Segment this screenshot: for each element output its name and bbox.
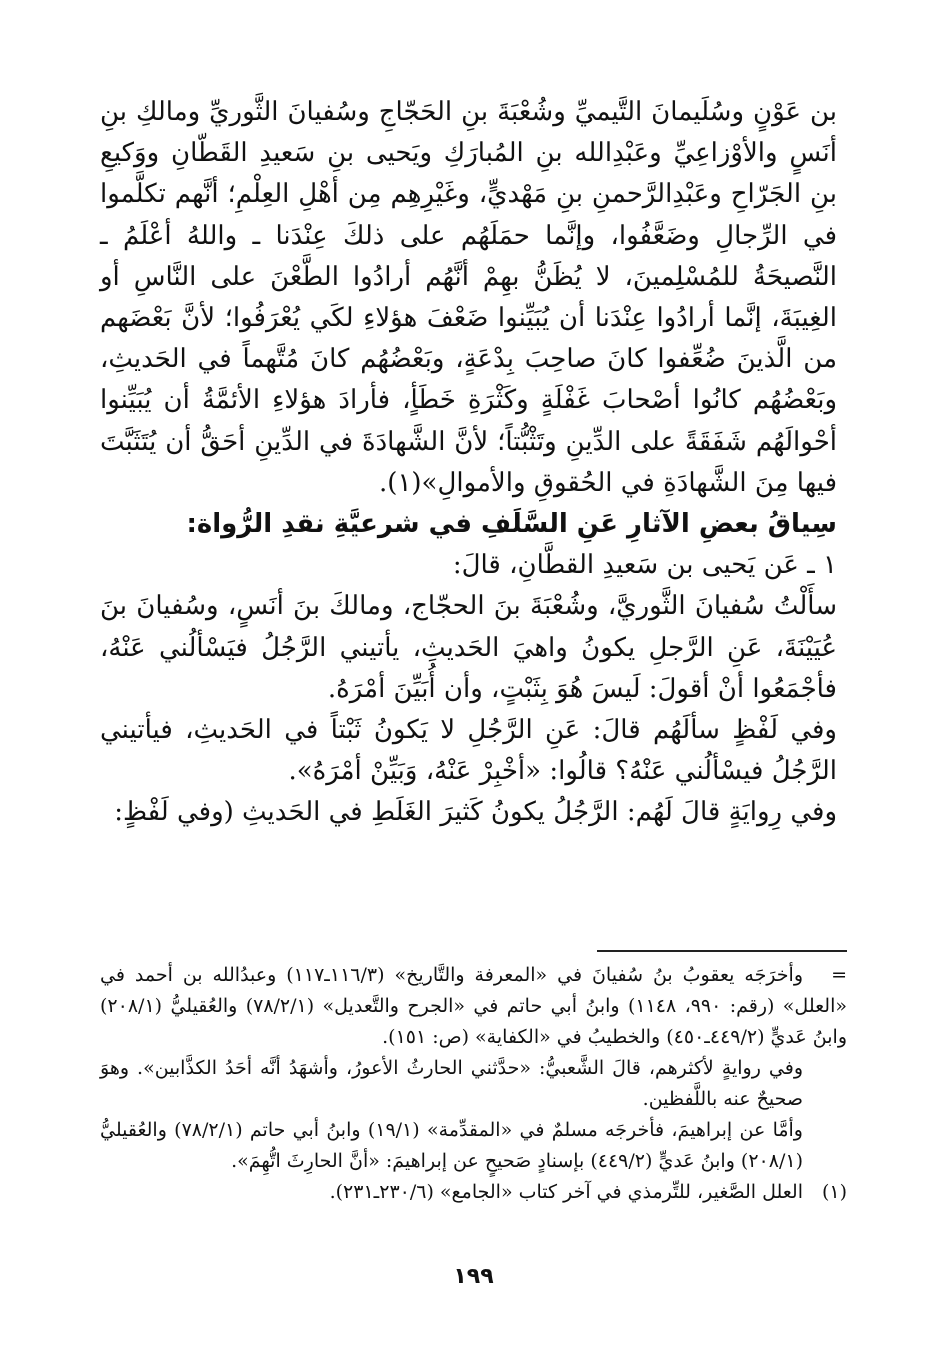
footnote-continuation bbox=[100, 960, 847, 1053]
continuation-marker: = bbox=[831, 964, 847, 986]
narration-text: سأَلْتُ سُفيانَ الثَّوريَّ، وشُعْبَةَ بنَ الحجّاج، ومالكَ بنَ أنَسٍ، وسُفيانَ بنَ عُيَيْنَةَ، عَنِ الرَّجلِ يكونُ واهيَ الحَديثِ، يأتيني الرَّجُلُ فيَسْألُني عَنْهُ، فأجْمَعُوا أنْ أقولَ: لَيسَ هُوَ بِثَبْتٍ، وأن أُبَيِّنَ أمْرَهُ. bbox=[100, 591, 837, 704]
footnote-separator bbox=[597, 950, 847, 952]
footnote-cont-line-2: وفي روايةٍ لأكثرهم، قالَ الشَّعبيُّ: «حدَّثني الحارثُ الأعورُ، وأشهَدُ أنَّه أحَدُ الكذَّابين». وهوَ صحيحٌ عنه باللَّفظين. bbox=[100, 1057, 803, 1110]
body-paragraph: بن عَوْنٍ وسُلَيمانَ التَّيميِّ وشُعْبَةَ بنِ الحَجّاجِ وسُفيانَ الثَّوريِّ ومالكِ بنِ أنَسٍ والأوْزاعِيِّ وعَبْدِالله بنِ المُبارَكِ ويَحيى بنِ سَعيدِ القَطّانِ ووَكيعِ بنِ الجَرّاحِ وعَبْدِالرَّحمنِ بنِ مَهْديٍّ، وغَيْرِهِم مِن أهْلِ العِلْمِ؛ أنَّهم تكلَّموا في الرِّجالِ وضَعَّفُوا، وإنَّما حمَلَهُم على ذلكَ عِنْدَنا ـ واللهُ أعْلَمُ ـ النَّصيحَةُ للمُسْلِمينَ، لا يُظَنُّ بهِمْ أنَّهُم أرادُوا الطَّعْنَ على النَّاسِ أو الغِيبَةَ، إنَّما أرادُوا عِنْدَنا أن يُبَيِّنوا ضَعْفَ هؤلاءِ لكَي يُعْرَفُوا؛ لأنَّ بَعْضَهم من الَّذينَ ضُعِّفوا كانَ صاحِبَ بِدْعَةٍ، وبَعْضُهُم كانَ مُتَّهماً في الحَديثِ، وبَعْضُهُم كانُوا أصْحابَ غَفْلَةٍ وكَثْرَةِ خَطَأٍ، فأرادَ هؤلاءِ الأئمَّةُ أن يُبَيِّنوا أحْوالَهُم شَفَقَةً على الدِّينِ وتَثْبُّتاً؛ لأنَّ الشَّهادَةَ في الدِّينِ أحَقُّ أن يُتَثَبَّتَ فيها مِنَ الشَّهادَةِ في الحُقوقِ والأموالِ»(١). bbox=[100, 97, 837, 498]
footnote-1-marker: (١) bbox=[821, 1181, 847, 1203]
footnotes bbox=[100, 960, 847, 1208]
footnote-cont-line-1: وأخرَجَه يعقوبُ بنُ سُفيانَ في «المعرفة والتَّاريخ» (١١٦/٣ـ١١٧) وعبدُالله بن أحمد في «العلل» (رقم: ٩٩٠، ١١٤٨) وابنُ أبي حاتم في «الجرح والتَّعديل» (٧٨/٢/١) والعُقيليُّ (٢٠٨/١) وابنُ عَديٍّ (٤٤٩/٢ـ٤٥٠) والخطيبُ في «الكفاية» (ص: ١٥١). bbox=[100, 964, 847, 1048]
footnote-1 bbox=[100, 1177, 847, 1208]
footnote-1-text: العلل الصَّغير، للتِّرمذي في آخر كتاب «الجامع» (٢٣٠/٦ـ٢٣١). bbox=[329, 1181, 803, 1203]
section-heading: سِياقُ بعضِ الآثارِ عَنِ السَّلَفِ في شرعيَّةِ نقدِ الرُّواة: bbox=[186, 509, 837, 540]
narration-intro: ١ ـ عَن يَحيى بن سَعيدِ القطَّانِ، قالَ: bbox=[452, 550, 837, 581]
footnote-cont-line-3: وأمَّا عن إبراهيمَ، فأخرجَه مسلمٌ في «المقدِّمة» (١٩/١) وابنُ أبي حاتم (٧٨/٢/١) والعُقيليُّ (٢٠٨/١) وابنُ عَديٍّ (٤٤٩/٢) بإسنادٍ صَحيحٍ عن إبراهيمَ: «أنَّ الحارِثَ اتُّهِمَ». bbox=[100, 1119, 803, 1172]
page-number: ١٩٩ bbox=[453, 1264, 494, 1289]
riwaya-text: وفي رِوايَةٍ قالَ لَهُم: الرَّجُلُ يكونُ كَثيرَ الغَلَطِ في الحَديثِ (وفي لَفْظٍ: bbox=[114, 797, 837, 828]
variant-text: وفي لَفْظٍ سألَهُم قالَ: عَنِ الرَّجُلِ لا يَكونُ ثَبْتاً في الحَديثِ، فيأتيني الرَّجُلُ فيسْألُني عَنْهُ؟ قالُوا: «أخْبِرْ عَنْهُ، وَبَيِّنْ أمْرَهُ». bbox=[100, 715, 837, 787]
main-text bbox=[100, 92, 837, 834]
